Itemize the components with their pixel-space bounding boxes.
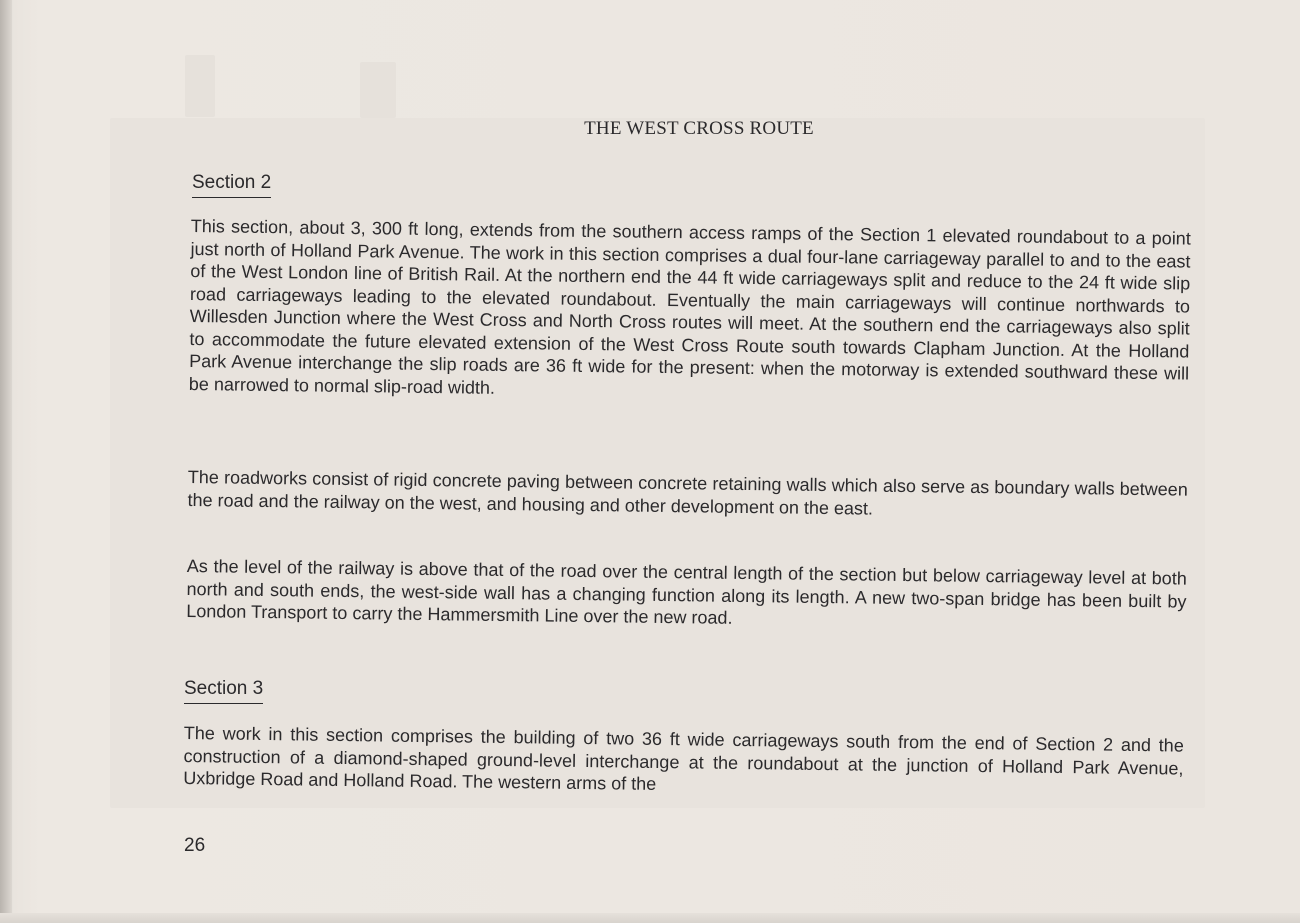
section-2-paragraph-1: This section, about 3, 300 ft long, extends from the southern access ramps of the Section 1 elevated roundabout to a point just north of Holland Park Avenue. The work in this section comprises a dual four-lane carriageway parallel to and to the east of the West London line of British Rail. At the northern end the 44 ft wide carriageways split and reduce to the 24 ft wide slip road carriageways leading to the elevated roundabout. Eventually the main carriageways will continue northwards to Willesden Junction where the West Cross and North Cross routes will meet. At the southern end the carriageways also split to accommodate the future elevated extension of the West Cross Route south towards Clapham Junction. At the Holland Park Avenue interchange the slip roads are 36 ft wide for the present: when the motorway is extended southward these will be narrowed to normal slip-road width. xyxy=(188,215,1191,398)
page-bottom-edge xyxy=(0,913,1300,923)
show-through-block xyxy=(185,55,215,117)
page-title: THE WEST CROSS ROUTE xyxy=(584,118,814,139)
show-through-block xyxy=(360,62,396,118)
section-3-paragraph-1: The work in this section comprises the building of two 36 ft wide carriageways south from the end of Section 2 and the construction of a diamond-shaped ground-level interchange at the roundabout at the junction of Holland Park Avenue, Uxbridge Road and Holland Road. The western arms of the xyxy=(183,722,1184,794)
page-number: 26 xyxy=(184,835,206,856)
section-3-heading: Section 3 xyxy=(184,678,263,704)
section-2-paragraph-2: The roadworks consist of rigid concrete paving between concrete retaining walls which also serve as boundary walls between the road and the railway on the west, and housing and other development on the east. xyxy=(187,466,1188,519)
section-2-heading: Section 2 xyxy=(192,172,271,198)
section-2-paragraph-3: As the level of the railway is above that of the road over the central length of the section but below carriageway level at both north and south ends, the west-side wall has a changing function along its length. A new two-span bridge has been built by London Transport to carry the Hammersmith Line over the new road. xyxy=(186,555,1187,628)
